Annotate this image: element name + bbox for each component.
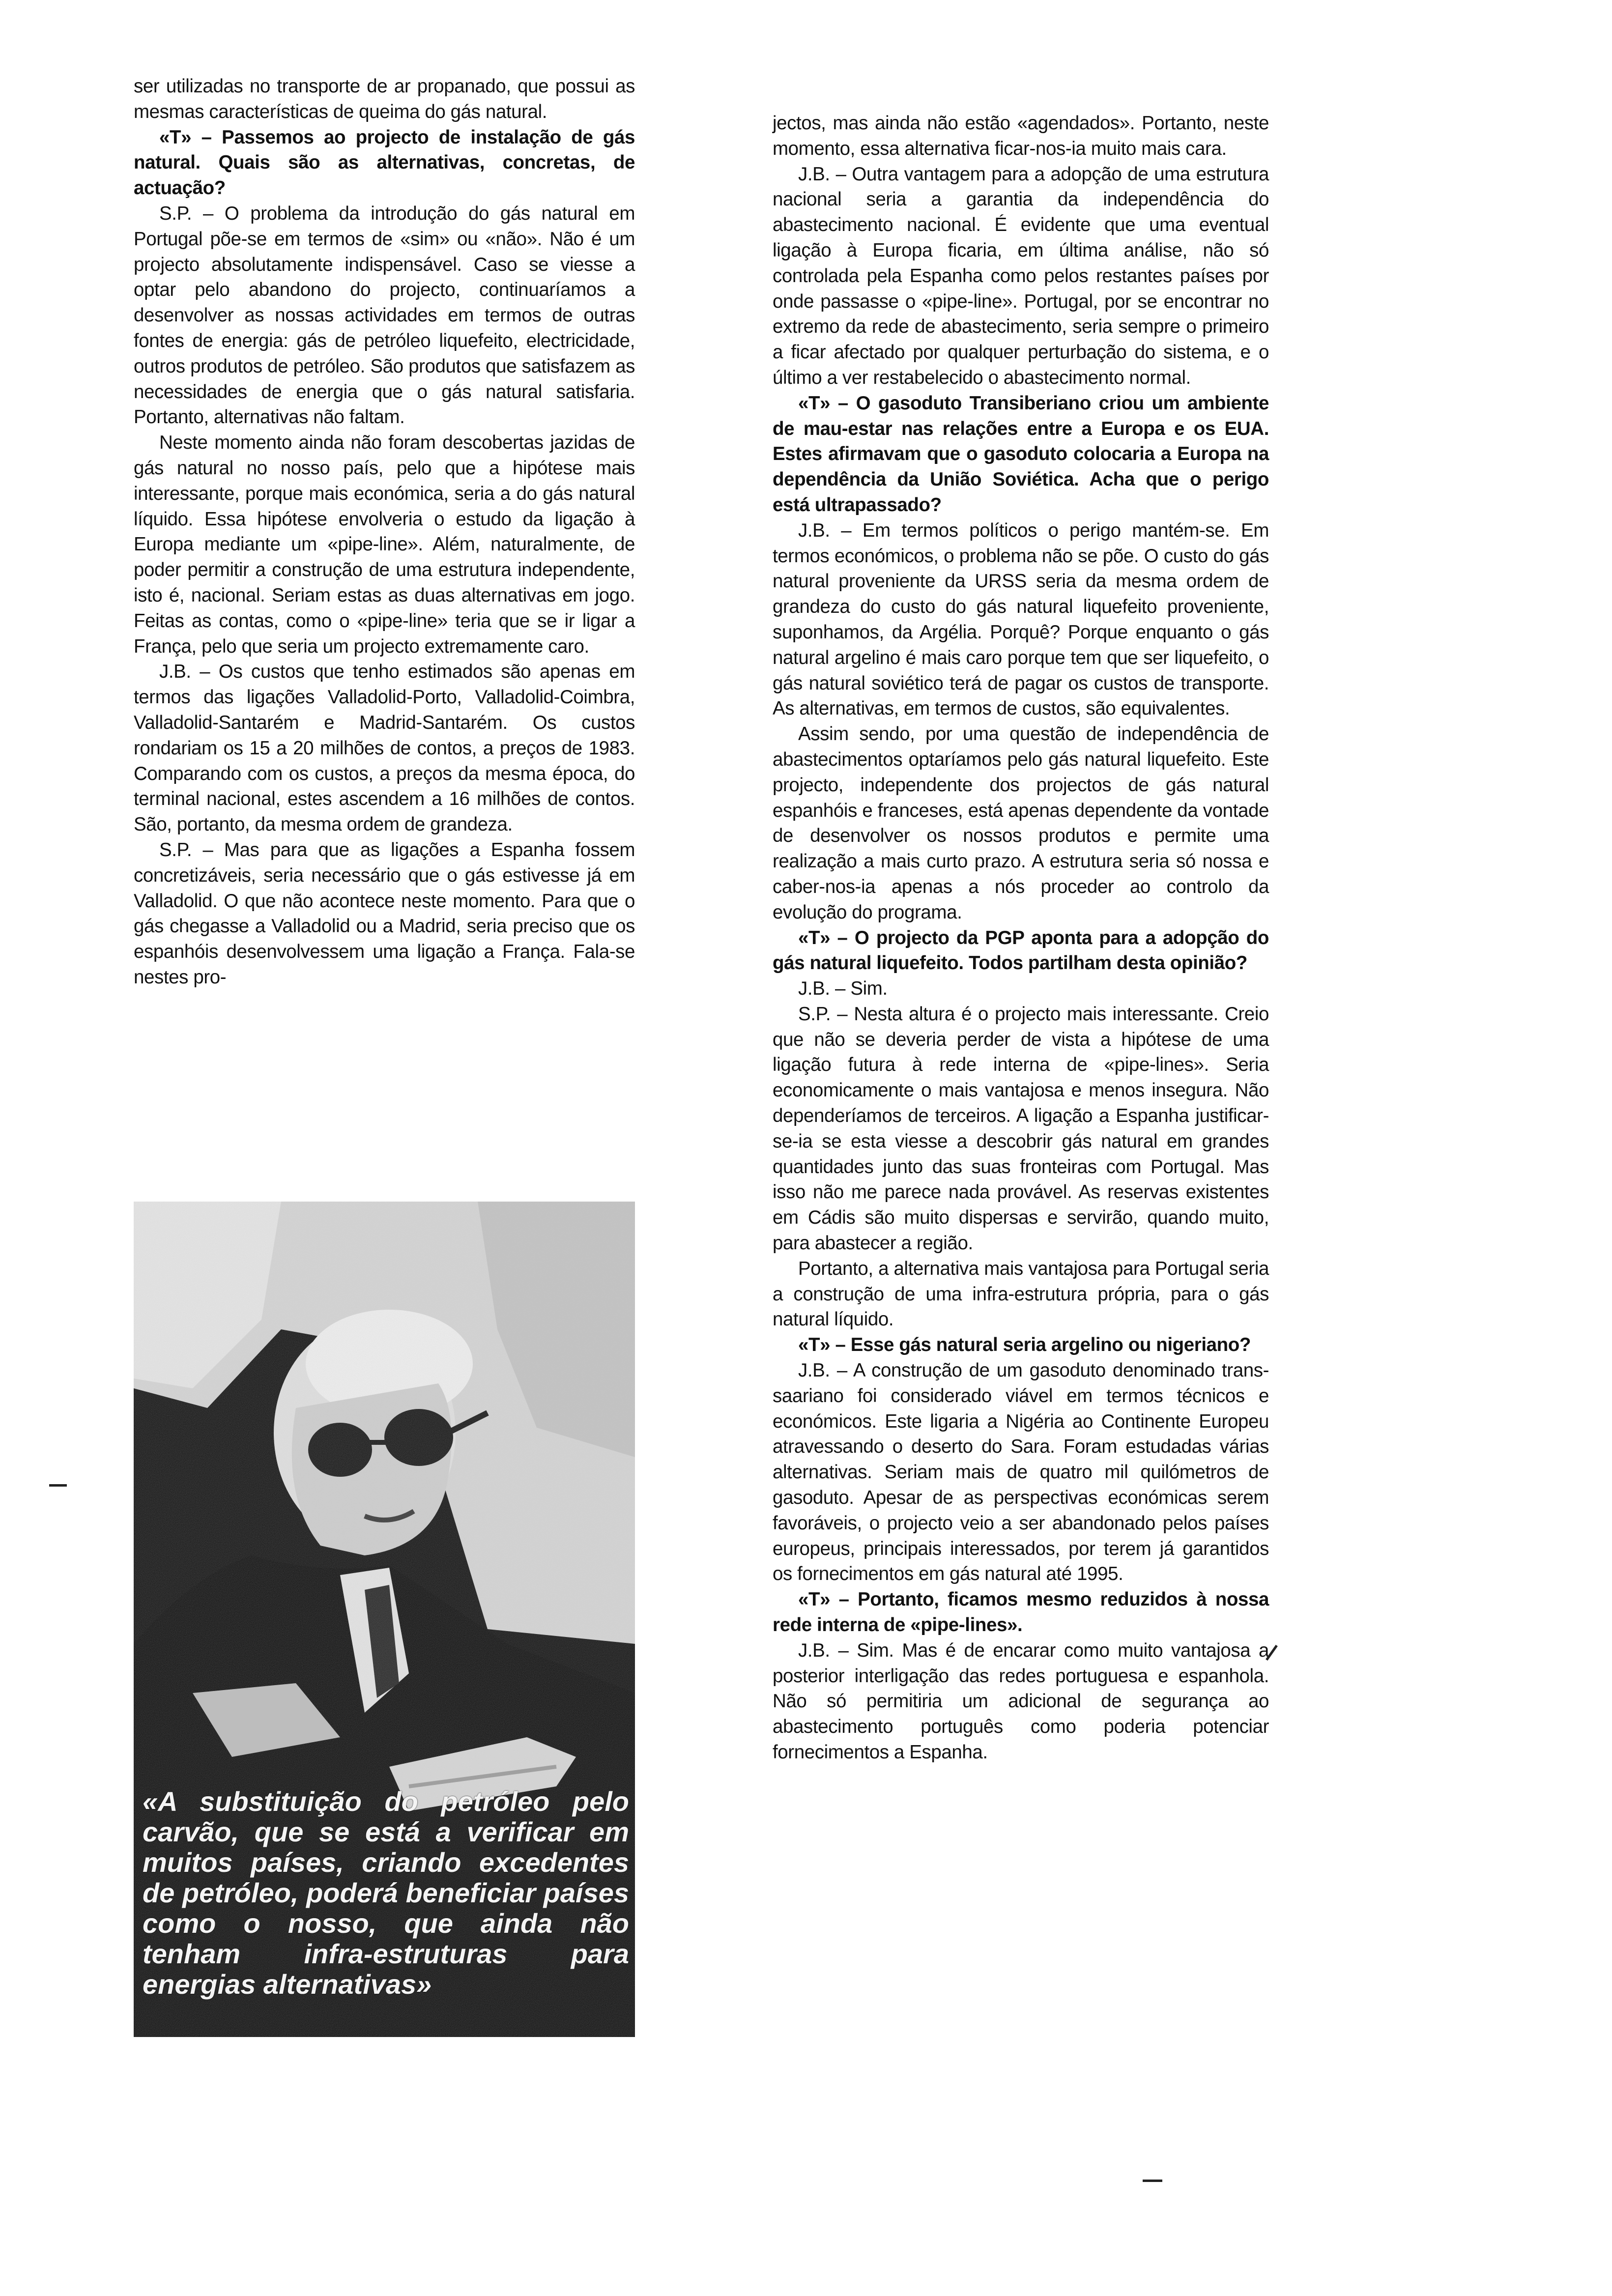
paragraph: S.P. – Nesta altura é o projecto mais interessante. Creio que não se deveria perder de vista a hipótese de uma ligação futura à rede interna de «pipe-lines». Seria economicamente o mais vantajosa e menos insegura. Não dependeríamos de terceiros. A ligação a Espanha justificar-se-ia se esta viesse a descobrir gás natural em grandes quantidades junto das suas fronteiras com Portugal. Mas isso não me parece nada provável. As reservas existentes em Cádis são muito dispersas e servirão, quando muito, para abastecer a região. bbox=[773, 1003, 1269, 1254]
paragraph: Neste momento ainda não foram descobertas jazidas de gás natural no nosso país, pelo que a hipótese mais interessante, porque mais económica, seria a do gás natural líquido. Essa hipótese envolveria o estudo da ligação à Europa mediante um «pipe-line». Além, naturalmente, de poder permitir a construção de uma estrutura independente, isto é, nacional. Seriam estas as duas alternativas em jogo. Feitas as contas, como o «pipe-line» teria que se ir ligar a França, pelo que seria um projecto extremamente caro. bbox=[134, 432, 635, 657]
interview-question: «T» – Passemos ao projecto de instalação de gás natural. Quais são as alternativas, concretas, de actuação? bbox=[134, 126, 635, 199]
interview-question: «T» – Portanto, ficamos mesmo reduzidos à nossa rede interna de «pipe-lines». bbox=[773, 1589, 1269, 1636]
scan-mark bbox=[49, 1484, 67, 1487]
paragraph: J.B. – A construção de um gasoduto denominado trans-saariano foi considerado viável em termos técnicos e económicos. Este ligaria a Nigéria ao Continente Europeu atravessando o deserto do Sara. Foram estudadas várias alternativas. Seriam mais de quatro mil quilómetros de gasoduto. Apesar de as perspectivas económicas serem favoráveis, o projecto veio a ser abandonado pelos países europeus, principais interessados, por terem já garantidos os fornecimentos em gás natural até 1995. bbox=[773, 1360, 1269, 1585]
scan-mark bbox=[1143, 2180, 1162, 2182]
left-column bbox=[134, 74, 635, 990]
paragraph: S.P. – O problema da introdução do gás natural em Portugal põe-se em termos de «sim» ou «não». Não é um projecto absolutamente indispensável. Caso se viesse a optar pelo abandono do projecto, continuaríamos a desenvolver as nossas actividades em termos de outras fontes de energia: gás de petróleo liquefeito, electricidade, outros produtos de petróleo. São produtos que satisfazem as necessidades de energia que o gás natural satisfaria. Portanto, alternativas não faltam. bbox=[134, 202, 635, 428]
paragraph: J.B. – Em termos políticos o perigo mantém-se. Em termos económicos, o problema não se põe. O custo do gás natural proveniente da URSS seria da mesma ordem de grandeza do custo do gás natural liquefeito proveniente, suponhamos, da Argélia. Porquê? Porque enquanto o gás natural argelino é mais caro porque tem que ser liquefeito, o gás natural soviético terá de pagar os custos de transporte. As alternativas, em termos de custos, são equivalentes. bbox=[773, 519, 1269, 719]
paragraph: J.B. – Sim. Mas é de encarar como muito vantajosa a posterior interligação das redes portuguesa e espanhola. Não só permitiria um adicional de segurança ao abastecimento português como poderia potenciar fornecimentos a Espanha. bbox=[773, 1639, 1269, 1763]
paragraph: ser utilizadas no transporte de ar propanado, que possui as mesmas características de queima do gás natural. bbox=[134, 76, 635, 122]
paragraph: Portanto, a alternativa mais vantajosa para Portugal seria a construção de uma infra-estrutura própria, para o gás natural líquido. bbox=[773, 1258, 1269, 1330]
photo-caption: «A substituição do petróleo pelo carvão, que se está a verificar em muitos países, criando excedentes de petróleo, poderá beneficiar países como o nosso, que ainda não tenham infra-estruturas para energias alternativas» bbox=[143, 1786, 629, 2000]
right-column bbox=[773, 111, 1269, 1765]
interview-question: «T» – Esse gás natural seria argelino ou nigeriano? bbox=[798, 1334, 1251, 1356]
paragraph: J.B. – Sim. bbox=[798, 978, 888, 1000]
interview-question: «T» – O projecto da PGP aponta para a adopção do gás natural liquefeito. Todos partilham desta opinião? bbox=[773, 927, 1269, 974]
paragraph: Assim sendo, por uma questão de independência de abastecimentos optaríamos pelo gás natural liquefeito. Este projecto, independente dos projectos de gás natural espanhóis e franceses, está apenas dependente da vontade de desenvolver os nossos produtos e permite uma realização a mais curto prazo. A estrutura seria só nossa e caber-nos-ia apenas a nós proceder ao controlo da evolução do programa. bbox=[773, 723, 1269, 923]
paragraph: J.B. – Outra vantagem para a adopção de uma estrutura nacional seria a garantia da independência do abastecimento nacional. É evidente que uma eventual ligação à Europa ficaria, em última análise, não só controlada pela Espanha como pelos restantes países por onde passasse o «pipe-line». Portugal, por se encontrar no extremo da rede de abastecimento, seria sempre o primeiro a ficar afectado por qualquer perturbação do sistema, e o último a ver restabelecido o abastecimento normal. bbox=[773, 163, 1269, 388]
interview-question: «T» – O gasoduto Transiberiano criou um ambiente de mau-estar nas relações entre a Europa e os EUA. Estes afirmavam que o gasoduto colocaria a Europa na dependência da União Soviética. Acha que o perigo está ultrapassado? bbox=[773, 392, 1269, 516]
paragraph: J.B. – Os custos que tenho estimados são apenas em termos das ligações Valladolid-Porto, Valladolid-Coimbra, Valladolid-Santarém e Madrid-Santarém. Os custos rondariam os 15 a 20 milhões de contos, a preços de 1983. Comparando com os custos, a preços da mesma época, do terminal nacional, estes ascendem a 16 milhões de contos. São, portanto, da mesma ordem de grandeza. bbox=[134, 661, 635, 835]
paragraph: jectos, mas ainda não estão «agendados». Portanto, neste momento, essa alternativa ficar-nos-ia muito mais cara. bbox=[773, 113, 1269, 159]
paragraph: S.P. – Mas para que as ligações a Espanha fossem concretizáveis, seria necessário que o gás estivesse já em Valladolid. O que não acontece neste momento. Para que o gás chegasse a Valladolid ou a Madrid, seria preciso que os espanhóis desenvolvessem uma ligação a França. Fala-se nestes pro- bbox=[134, 839, 635, 988]
photo bbox=[134, 1202, 635, 2037]
